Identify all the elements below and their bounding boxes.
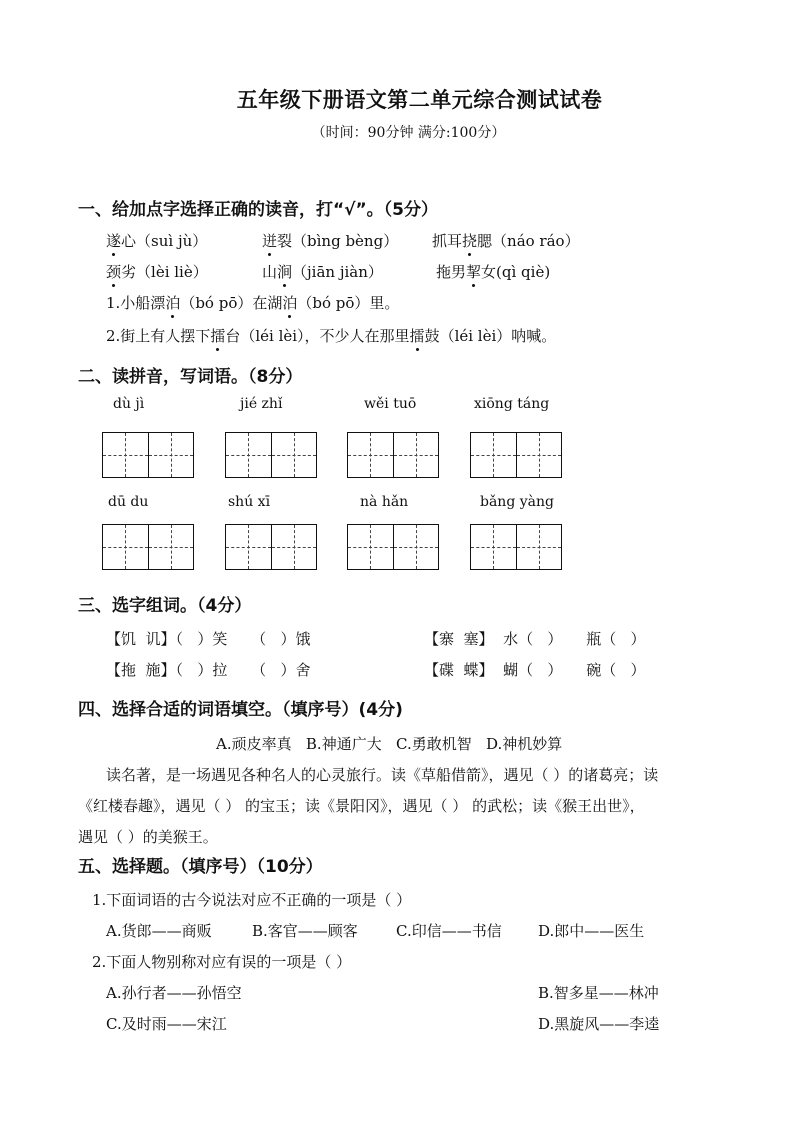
- pinyin-label: jié zhǐ: [240, 396, 283, 412]
- s5-question-1: 1.下面词语的古今说法对应不正确的一项是（ ）: [92, 891, 412, 909]
- s4-paragraph: 读名著，是一场遇见各种名人的心灵旅行。读《草船借箭》，遇见（ ）的诸葛亮；读: [106, 766, 659, 784]
- writing-grid[interactable]: [470, 524, 562, 570]
- pinyin-label: xiōng táng: [474, 396, 550, 412]
- s5-option: B.智多星——林冲: [538, 984, 659, 1002]
- s1-item: 抓耳挠腮（náo ráo）: [432, 232, 580, 250]
- section-1-heading: 一、给加点字选择正确的读音，打“√”。（5分）: [78, 200, 439, 220]
- section-3-heading: 三、选字组词。（4分）: [78, 596, 252, 616]
- section-5-heading: 五、选择题。（填序号）（10分）: [78, 857, 323, 877]
- writing-grid[interactable]: [470, 432, 562, 478]
- s3-item: 【拖 施】（ ）拉 （ ）舍: [106, 661, 311, 679]
- s5-option: C.及时雨——宋江: [106, 1015, 227, 1033]
- s4-paragraph: 《红楼春趣》，遇见（ ） 的宝玉；读《景阳冈》，遇见（ ） 的武松；读《猴王出世》，: [78, 797, 645, 815]
- s5-option: A.孙行者——孙悟空: [106, 984, 242, 1002]
- pinyin-label: dū du: [108, 494, 149, 510]
- s1-item: 山涧（jiān jiàn）: [262, 263, 383, 281]
- s1-item: 迸裂（bìng bèng）: [262, 232, 399, 250]
- writing-grid[interactable]: [225, 524, 317, 570]
- s5-option: D.郎中——医生: [538, 922, 645, 940]
- writing-grid[interactable]: [347, 432, 439, 478]
- exam-info: （时间：90分钟 满分:100分）: [311, 125, 506, 141]
- pinyin-label: dù jì: [113, 396, 145, 412]
- s3-item: 【碟 蝶】 蝴（ ） 碗（ ）: [424, 661, 646, 679]
- pinyin-label: bǎng yàng: [480, 494, 554, 510]
- s4-paragraph: 遇见（ ）的美猴王。: [78, 828, 218, 846]
- s3-item: 【寨 塞】 水（ ） 瓶（ ）: [424, 630, 646, 648]
- pinyin-label: shú xī: [228, 494, 271, 510]
- section-2-heading: 二、读拼音，写词语。（8分）: [78, 367, 303, 387]
- writing-grid[interactable]: [347, 524, 439, 570]
- s5-question-2: 2.下面人物别称对应有误的一项是（ ）: [92, 953, 352, 971]
- s1-item: 拖男挈女(qì qiè): [436, 263, 551, 281]
- writing-grid[interactable]: [102, 524, 194, 570]
- s1-question-1: 1.小船漂泊（bó pō）在湖泊（bó pō）里。: [106, 294, 400, 312]
- pinyin-label: nà hǎn: [360, 494, 409, 510]
- s5-option: D.黑旋风——李逵: [538, 1015, 660, 1033]
- s1-question-2: 2.街上有人摆下擂台（léi lèi），不少人在那里擂鼓（léi lèi）呐喊。: [106, 327, 557, 345]
- s5-option: C.印信——书信: [396, 922, 502, 940]
- s3-item: 【饥 讥】（ ）笑 （ ）饿: [106, 630, 311, 648]
- s5-option: B.客官——顾客: [252, 922, 358, 940]
- writing-grid[interactable]: [102, 432, 194, 478]
- section-4-heading: 四、选择合适的词语填空。（填序号）(4分): [78, 700, 403, 720]
- pinyin-label: wěi tuō: [364, 396, 417, 412]
- s4-options: A.顽皮率真 B.神通广大 C.勇敢机智 D.神机妙算: [216, 735, 563, 753]
- writing-grid[interactable]: [225, 432, 317, 478]
- s1-item: 遂心（suì jù）: [106, 232, 208, 250]
- page-title: 五年级下册语文第二单元综合测试试卷: [236, 88, 603, 112]
- s1-item: 颈劣（lèi liè）: [106, 263, 208, 281]
- s5-option: A.货郎——商贩: [106, 922, 212, 940]
